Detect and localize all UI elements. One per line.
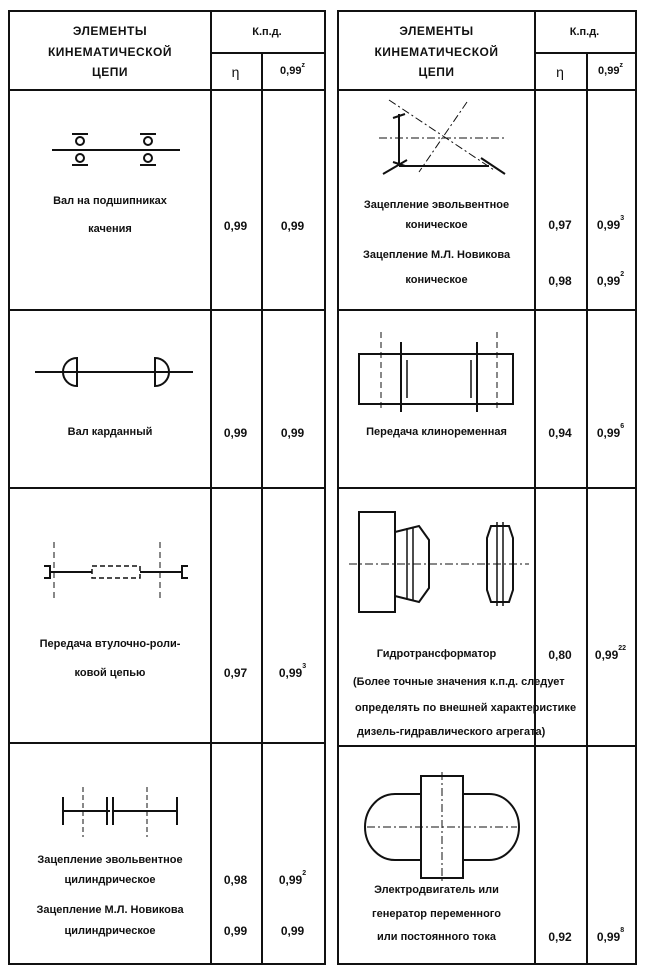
- divider: [339, 89, 635, 91]
- header-elements-line-3: ЦЕПИ: [418, 65, 455, 79]
- divider: [10, 742, 324, 744]
- header-eta: η: [556, 64, 564, 80]
- row-2-eta: 0,99: [223, 426, 248, 440]
- row-5-power-1: 0,99$^3$: [596, 215, 625, 232]
- left-table: [8, 10, 326, 965]
- row-5-name-line-1: Зацепление эвольвентное: [363, 199, 510, 211]
- row-7-eta: 0,80: [548, 648, 572, 662]
- row-4-name-line-1: Зацепление эвольвентное: [37, 854, 183, 866]
- divider: [339, 745, 635, 747]
- row-3-name-line-2: ковой цепью: [74, 667, 146, 679]
- divider: [261, 52, 263, 963]
- row-7-name-line-1: Гидротрансформатор: [376, 648, 497, 660]
- divider: [10, 309, 324, 311]
- row-1-power: 0,99: [280, 219, 305, 233]
- row-2-power: 0,99: [280, 426, 305, 440]
- divider: [339, 487, 635, 489]
- row-3-eta: 0,97: [223, 666, 248, 680]
- row-1-name-line-2: качения: [88, 223, 132, 235]
- row-7-note-line-3: дизель-гидравлического агрегата): [357, 726, 546, 738]
- divider: [339, 309, 635, 311]
- row-8-name-line-3: или постоянного тока: [377, 931, 496, 943]
- row-8-name-line-1: Электродвигатель или: [374, 884, 499, 896]
- bevel-gear-mesh-icon: [379, 100, 509, 180]
- torque-converter-icon: [349, 504, 529, 614]
- divider: [10, 89, 324, 91]
- header-power: 0,99$^z$: [598, 62, 623, 77]
- row-4-name-line-4: цилиндрическое: [64, 925, 156, 937]
- v-belt-drive-icon: [351, 332, 521, 412]
- cylindrical-gear-mesh-icon: [55, 787, 185, 837]
- cardan-shaft-icon: [35, 352, 195, 392]
- header-elements-line-2: КИНЕМАТИЧЕСКОЙ: [374, 45, 499, 59]
- row-6-power: 0,99$^6$: [596, 423, 625, 440]
- row-2-name-line-1: Вал карданный: [67, 426, 153, 438]
- row-6-name-line-1: Передача клиноременная: [366, 426, 507, 438]
- row-1-name-line-1: Вал на подшипниках: [53, 195, 167, 207]
- header-efficiency: К.п.д.: [252, 26, 282, 38]
- row-7-note-line-2: определять по внешней характеристике: [355, 702, 577, 714]
- row-8-eta: 0,92: [548, 930, 572, 944]
- row-6-eta: 0,94: [548, 426, 572, 440]
- divider: [210, 52, 324, 54]
- header-elements-line-3: ЦЕПИ: [91, 65, 129, 79]
- row-7-note-line-1: (Более точные значения к.п.д. следует: [353, 676, 565, 688]
- divider: [534, 52, 635, 54]
- row-3-name-line-1: Передача втулочно-роли-: [39, 638, 181, 650]
- header-elements-line-1: ЭЛЕМЕНТЫ: [399, 24, 474, 38]
- row-5-name-line-4: коническое: [405, 274, 468, 286]
- roller-chain-drive-icon: [42, 542, 192, 602]
- row-5-name-line-3: Зацепление М.Л. Новикова: [362, 249, 511, 261]
- row-5-eta-1: 0,97: [548, 218, 572, 232]
- shaft-rolling-bearings-icon: [52, 130, 182, 170]
- row-7-power: 0,99$^{22}$: [594, 645, 627, 662]
- row-4-eta-2: 0,99: [223, 924, 248, 938]
- row-8-name-line-2: генератор переменного: [372, 908, 501, 920]
- divider: [10, 487, 324, 489]
- header-power: 0,99$^z$: [280, 62, 305, 77]
- header-efficiency: К.п.д.: [569, 26, 600, 38]
- row-5-power-2: 0,99$^2$: [596, 271, 625, 288]
- row-4-name-line-3: Зацепление М.Л. Новикова: [36, 904, 184, 916]
- row-5-eta-2: 0,98: [548, 274, 572, 288]
- row-5-name-line-2: коническое: [405, 219, 468, 231]
- right-table: [337, 10, 637, 965]
- row-4-power-1: 0,99$^2$: [278, 870, 307, 887]
- row-4-eta-1: 0,98: [223, 873, 248, 887]
- row-1-eta: 0,99: [223, 219, 248, 233]
- header-eta: η: [231, 64, 240, 80]
- row-3-power: 0,99$^3$: [278, 663, 307, 680]
- electric-motor-generator-icon: [367, 772, 517, 882]
- header-elements-line-1: ЭЛЕМЕНТЫ: [72, 24, 148, 38]
- header-elements-line-2: КИНЕМАТИЧЕСКОЙ: [47, 45, 173, 59]
- row-4-name-line-2: цилиндрическое: [64, 874, 156, 886]
- row-8-power: 0,99$^8$: [596, 927, 625, 944]
- divider: [586, 52, 588, 963]
- row-4-power-2: 0,99: [280, 924, 305, 938]
